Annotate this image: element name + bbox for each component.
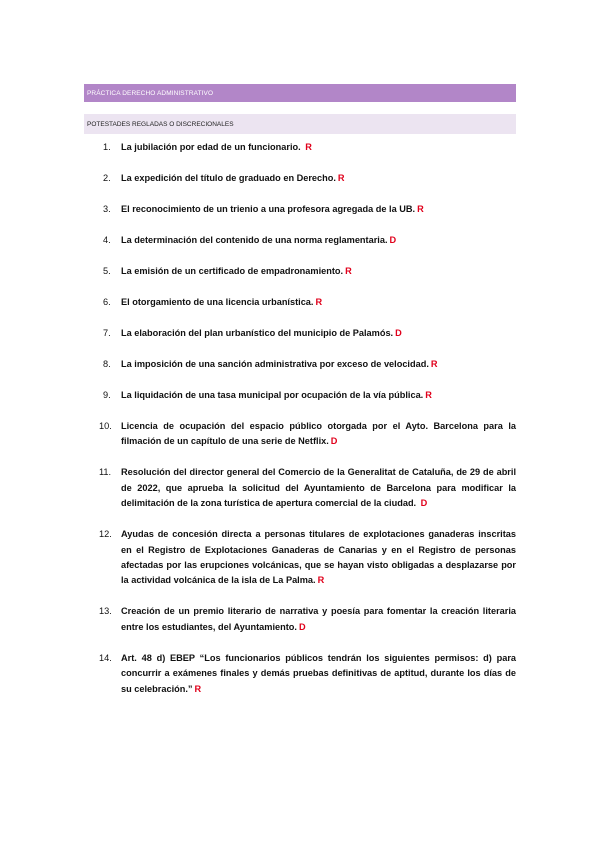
item-text: La elaboración del plan urbanístico del municipio de Palamós.	[121, 328, 394, 338]
item-number: 3.	[103, 204, 111, 214]
title-banner	[84, 84, 516, 102]
page-subtitle: POTESTADES REGLADAS O DISCRECIONALES	[87, 120, 234, 128]
subtitle-banner	[84, 114, 516, 134]
item-number: 12.	[99, 529, 112, 540]
item-answer: R	[430, 359, 438, 369]
item-text: La jubilación por edad de un funcionario.	[121, 142, 304, 152]
list-item	[84, 357, 516, 372]
list-item	[84, 465, 516, 511]
list-item	[84, 651, 516, 697]
list-item	[84, 388, 516, 403]
item-text: Ayudas de concesión directa a personas titulares de explotaciones ganaderas inscritas en el Registro de Explotaciones Ganaderas de Canarias y en el Registro de personas afectadas por las erupciones volcánicas, que se hayan visto obligadas a desplazarse por la actividad volcánica de la isla de La Palma.	[121, 529, 516, 586]
list-item	[84, 295, 516, 310]
item-answer: R	[337, 173, 345, 183]
item-answer: R	[425, 390, 432, 400]
item-text: La liquidación de una tasa municipal por ocupación de la vía pública.	[121, 390, 424, 400]
list-item	[84, 604, 516, 635]
item-text: Art. 48 d) EBEP “Los funcionarios públicos tendrán los siguientes permisos: d) para concurrir a exámenes finales y demás pruebas definitivas de aptitud, durante los días de su celebración.”	[121, 652, 516, 694]
item-text: Resolución del director general del Comercio de la Generalitat de Cataluña, de 29 de abril de 2022, que aprueba la solicitud del Ayuntamiento de Barcelona para modificar la delimitación de la zona turística de apertura comercial de la ciudad.	[121, 467, 516, 509]
item-number: 2.	[103, 173, 111, 183]
list-item	[84, 264, 516, 279]
item-answer: R	[317, 575, 325, 586]
item-number: 4.	[103, 235, 111, 245]
item-number: 11.	[99, 467, 112, 478]
question-list	[84, 140, 516, 713]
item-number: 7.	[103, 328, 111, 338]
list-item	[84, 233, 516, 248]
item-number: 1.	[103, 142, 111, 152]
item-answer: D	[420, 498, 428, 509]
list-item	[84, 202, 516, 217]
item-text: La expedición del título de graduado en Derecho.	[121, 173, 336, 183]
item-answer: R	[305, 142, 312, 152]
list-item	[84, 527, 516, 589]
item-number: 13.	[99, 606, 112, 617]
item-answer: R	[345, 266, 352, 276]
item-number: 10.	[99, 421, 112, 431]
item-text: Licencia de ocupación del espacio público otorgada por el Ayto. Barcelona para la filmación de un capítulo de una serie de Netflix.	[121, 421, 516, 447]
item-number: 14.	[99, 652, 112, 663]
item-answer: D	[298, 621, 306, 632]
item-text: La imposición de una sanción administrativa por exceso de velocidad.	[121, 359, 429, 369]
list-item	[84, 326, 516, 341]
item-text: El reconocimiento de un trienio a una profesora agregada de la UB.	[121, 204, 416, 214]
item-number: 8.	[103, 359, 111, 369]
list-item	[84, 171, 516, 186]
item-answer: R	[417, 204, 424, 214]
item-answer: D	[389, 235, 397, 245]
item-answer: R	[315, 297, 323, 307]
item-number: 9.	[103, 390, 111, 400]
item-number: 5.	[103, 266, 111, 276]
item-answer: D	[330, 436, 338, 447]
item-number: 6.	[103, 297, 111, 307]
item-text: El otorgamiento de una licencia urbanística.	[121, 297, 314, 307]
list-item	[84, 140, 516, 155]
page-title: PRÁCTICA DERECHO ADMINISTRATIVO	[87, 89, 214, 97]
item-answer: D	[395, 328, 402, 338]
item-text: La emisión de un certificado de empadronamiento.	[121, 266, 344, 276]
item-text: Creación de un premio literario de narrativa y poesía para fomentar la creación literaria entre los estudiantes, del Ayuntamiento.	[121, 606, 516, 632]
item-text: La determinación del contenido de una norma reglamentaria.	[121, 235, 388, 245]
list-item	[84, 419, 516, 450]
item-answer: R	[194, 683, 202, 694]
